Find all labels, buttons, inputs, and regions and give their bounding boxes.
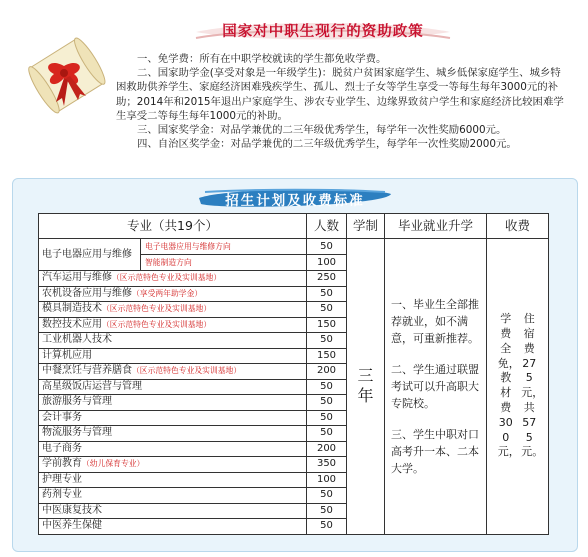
count-cell: 50: [307, 395, 347, 411]
major-name: 中医养生保健: [42, 520, 102, 532]
header-major: 专业（共19个）: [39, 214, 307, 239]
count-cell: 150: [307, 348, 347, 364]
major-cell: [39, 333, 307, 349]
major-name: 中餐烹饪与营养膳食: [42, 365, 132, 377]
count-value: 50: [320, 240, 333, 252]
major-note: （区示范特色专业及实训基地）: [132, 366, 242, 376]
enrollment-table: [38, 213, 549, 535]
count-cell: 50: [307, 519, 347, 535]
system-value: 三年: [357, 366, 374, 406]
major-cell: [39, 348, 307, 364]
major-note: （幼儿保育专业）: [82, 459, 145, 469]
major-note: （区示范特色专业及实训基地）: [102, 319, 212, 329]
major-cell: [39, 457, 307, 473]
count-cell: 50: [307, 503, 347, 519]
major-cell: [39, 239, 307, 271]
employment-item-1: 一、毕业生全部推荐就业，如不满意，可重新推荐。: [391, 297, 479, 345]
major-name: 数控技术应用: [42, 318, 102, 330]
count-cell: 50: [307, 333, 347, 349]
table-header-row: [39, 214, 549, 239]
header-count: 人数: [307, 214, 347, 239]
fee-cell: [487, 239, 549, 535]
header-fee: 收费: [487, 214, 549, 239]
major-name: 计算机应用: [42, 349, 92, 361]
major-cell: [39, 317, 307, 333]
major-cell: [39, 503, 307, 519]
count-cell: 50: [307, 302, 347, 318]
major-name: 物流服务与管理: [42, 427, 112, 439]
employment-item-2: 二、学生通过联盟考试可以升高职大专院校。: [391, 362, 479, 410]
major-cell: [39, 379, 307, 395]
major-name: 电子电器应用与维修: [42, 248, 132, 260]
major-cell: [39, 410, 307, 426]
count-cell: 350: [307, 457, 347, 473]
header-employment: 毕业就业升学: [385, 214, 487, 239]
major-cell: [39, 519, 307, 535]
count-cell: 50: [307, 286, 347, 302]
major-name: 旅游服务与管理: [42, 396, 112, 408]
major-name: 农机设备应用与维修: [42, 287, 132, 299]
system-cell: [347, 239, 385, 535]
major-cell: [39, 364, 307, 380]
major-name: 模具制造技术: [42, 303, 102, 315]
enrollment-title: 招生计划及收费标准: [225, 193, 365, 209]
major-note: （享受两年助学金）: [132, 288, 203, 298]
major-subdirections: [140, 239, 306, 270]
major-name: 护理专业: [42, 473, 82, 485]
count-cell: 150: [307, 317, 347, 333]
major-note: （区示范特色专业及实训基地）: [102, 304, 212, 314]
count-cell: 100: [307, 472, 347, 488]
subdirection: 智能制造方向: [141, 254, 306, 270]
major-cell: [39, 441, 307, 457]
policy-item-1: 一、免学费：所有在中职学校就读的学生都免收学费。: [137, 53, 387, 65]
count-cell: [307, 239, 347, 271]
count-cell: 200: [307, 364, 347, 380]
policy-item-4: 四、自治区奖学金：对品学兼优的二三年级优秀学生，每学年一次性奖励2000元。: [137, 138, 517, 151]
scroll-icon: [20, 28, 112, 124]
fee-text-col2: 住宿费275元，共575元。: [521, 312, 544, 459]
count-cell: 50: [307, 410, 347, 426]
major-name: 电子商务: [42, 442, 82, 454]
policy-section: [0, 0, 588, 170]
policy-item-3: 三、国家奖学金：对品学兼优的二三年级优秀学生，每学年一次性奖励6000元。: [137, 124, 507, 137]
major-cell: [39, 426, 307, 442]
major-name: 学前教育: [42, 458, 82, 470]
major-cell: [39, 472, 307, 488]
table-row: [39, 239, 549, 271]
fee-text-col1: 学费全免，教材费300元，: [497, 312, 520, 459]
major-name: 工业机器人技术: [42, 334, 112, 346]
major-name: 药剂专业: [42, 489, 82, 501]
count-cell: 250: [307, 271, 347, 287]
count-cell: 200: [307, 441, 347, 457]
count-value: 100: [307, 254, 346, 270]
employment-item-3: 三、学生中职对口高考升一本、二本大学。: [391, 427, 479, 475]
major-cell: [39, 271, 307, 287]
policy-item-2: 二、国家助学金(享受对象是一年级学生)：脱贫户贫困家庭学生、城乡低保家庭学生、城乡特困救助供养学生、家庭经济困难残疾学生、孤儿、烈士子女等学生享受一等每生每年3000元的补助；2014年和2015年退出户家庭学生、涉农专业学生、边缘界致贫户学生和家庭经济比较困难学生享受二等每生每年1000元的补助。: [116, 67, 564, 122]
subdirection: 电子电器应用与维修方向: [145, 241, 231, 251]
major-name: 中医康复技术: [42, 504, 102, 516]
policy-text: [116, 52, 568, 151]
major-name: 高星级饭店运营与管理: [42, 380, 142, 392]
major-note: （区示范特色专业及实训基地）: [112, 273, 222, 283]
count-cell: 50: [307, 488, 347, 504]
major-cell: [39, 302, 307, 318]
major-name: 会计事务: [42, 411, 82, 423]
count-cell: 50: [307, 379, 347, 395]
major-cell: [39, 286, 307, 302]
count-cell: 50: [307, 426, 347, 442]
policy-title-banner: [190, 18, 456, 44]
major-cell: [39, 395, 307, 411]
major-name: 汽车运用与维修: [42, 272, 112, 284]
employment-cell: [385, 239, 487, 535]
enrollment-title-banner: [195, 186, 395, 210]
major-cell: [39, 488, 307, 504]
header-system: 学制: [347, 214, 385, 239]
policy-title: 国家对中职生现行的资助政策: [222, 24, 424, 40]
enrollment-table-wrap: [38, 213, 548, 547]
